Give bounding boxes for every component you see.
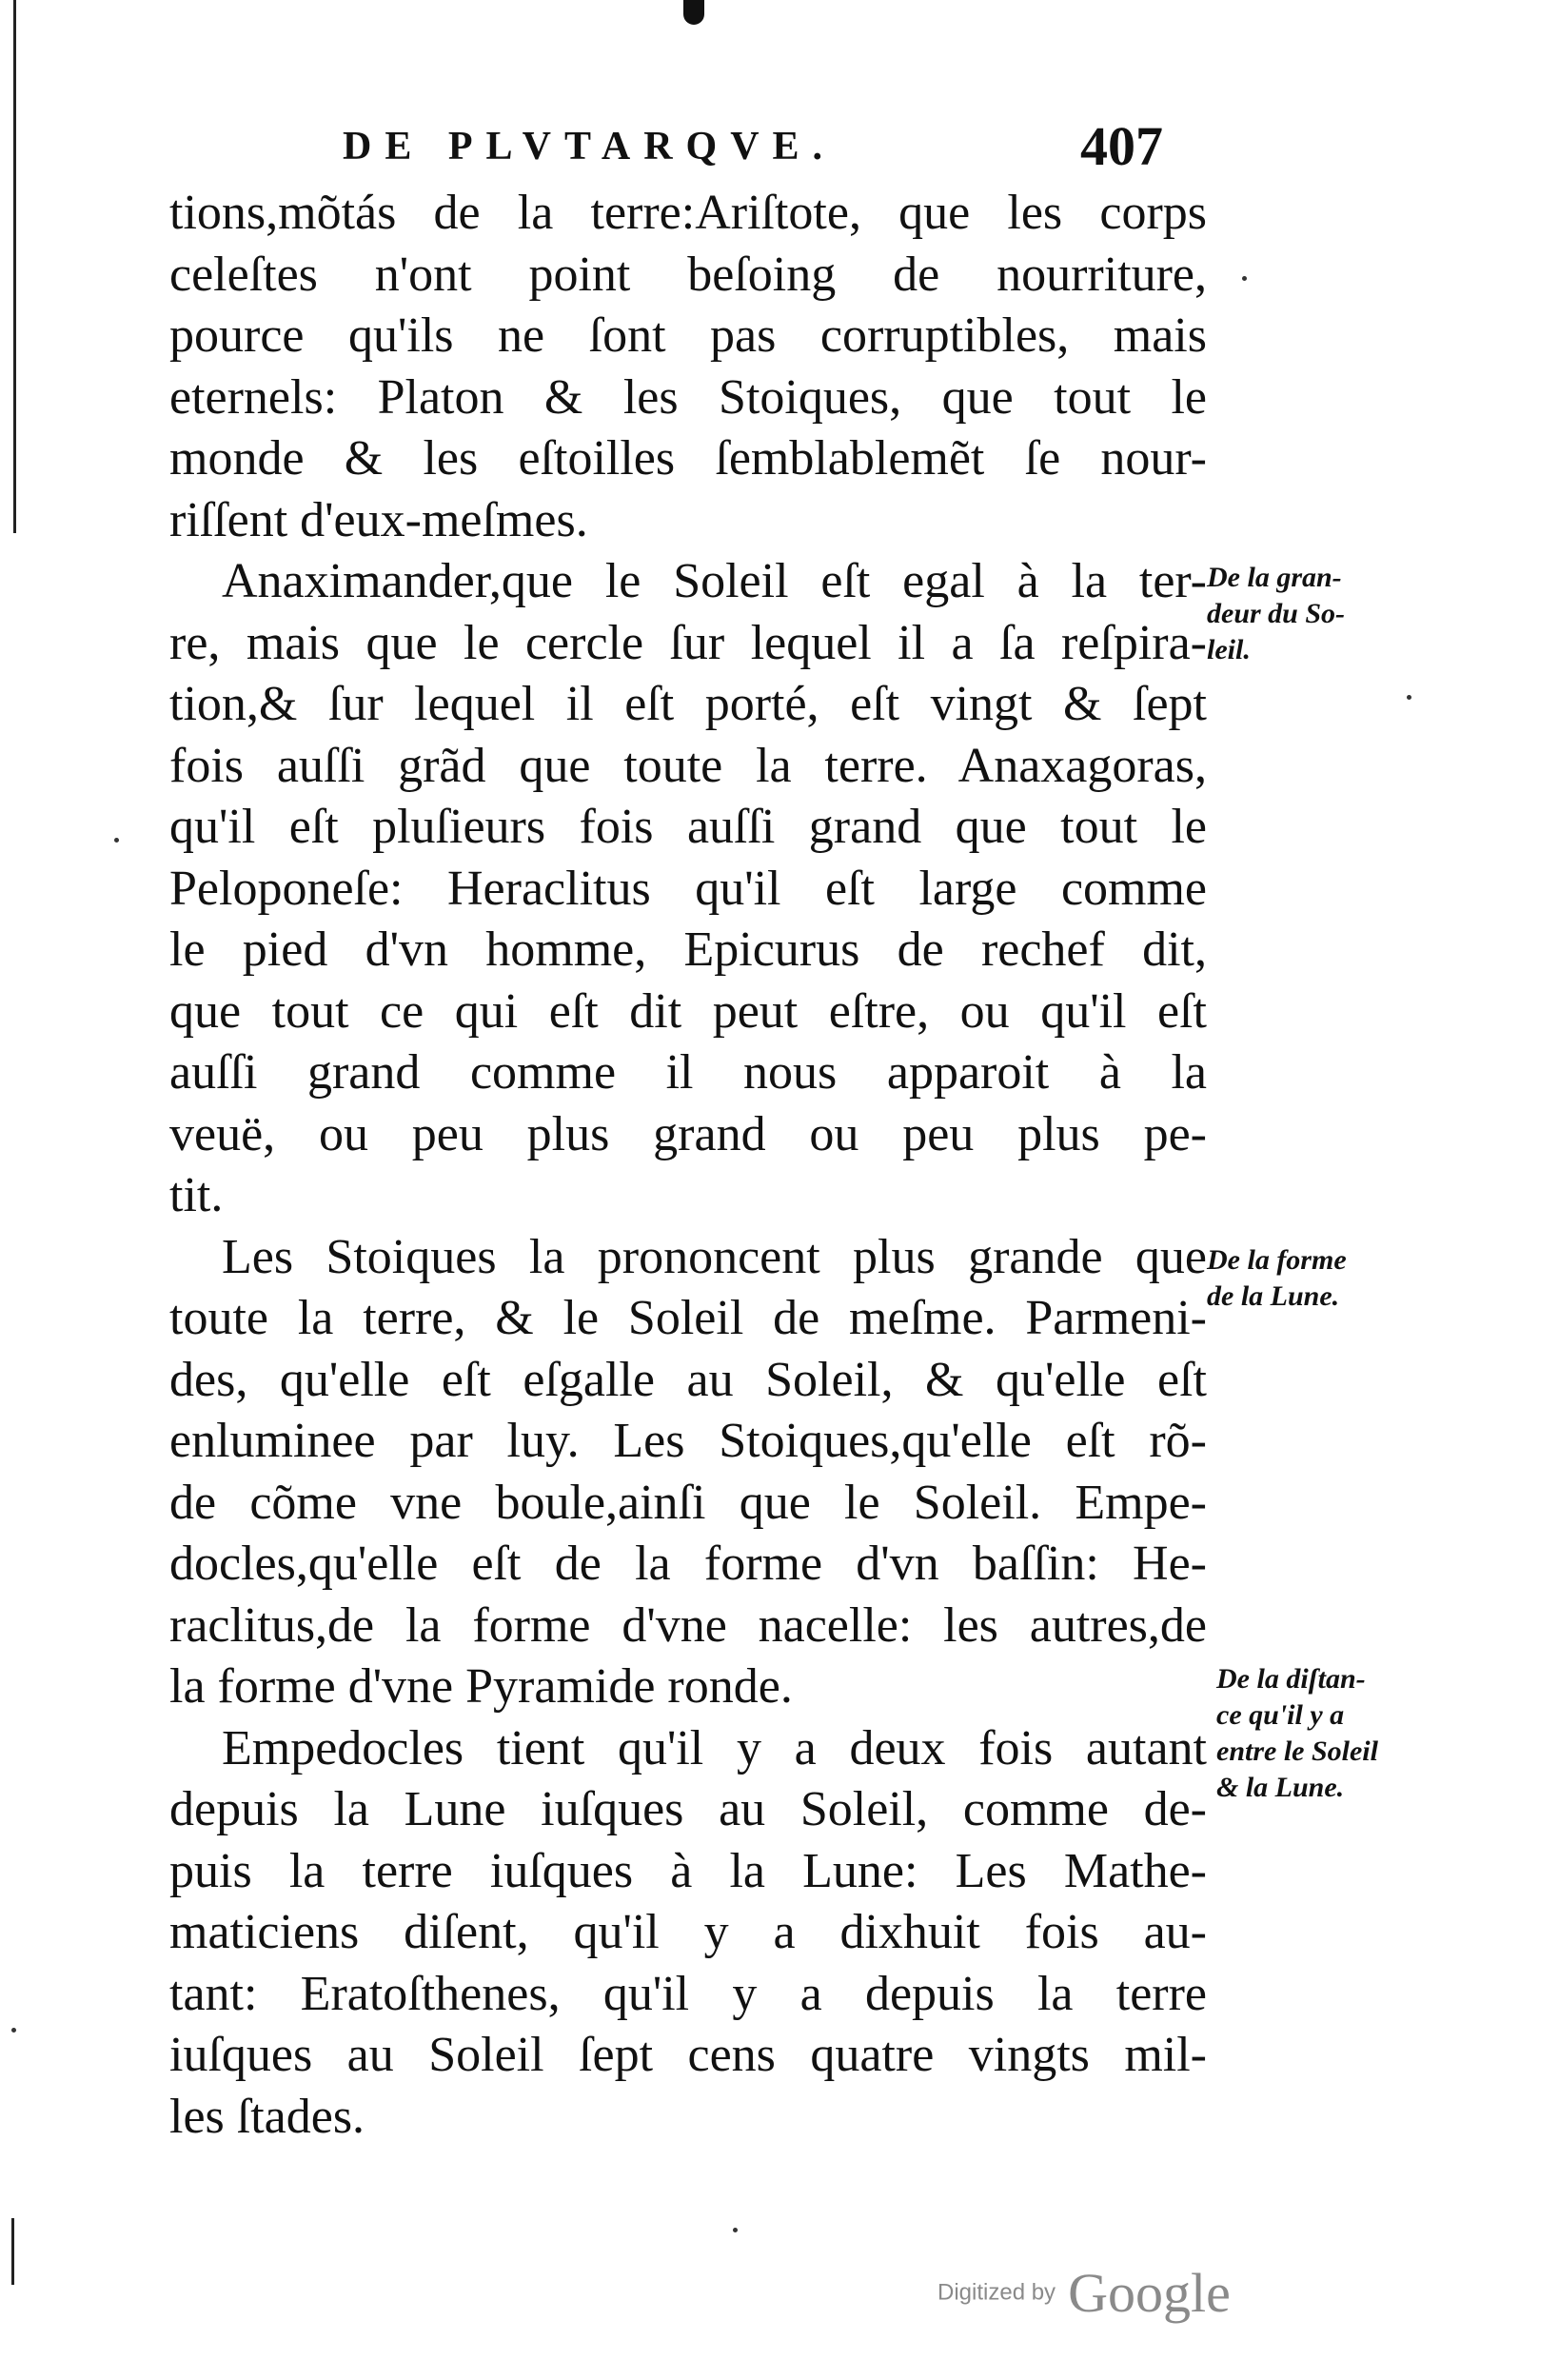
digitized-watermark: [937, 2261, 1231, 2325]
paragraph: [169, 1227, 1207, 1718]
text-line: tions,mõtás de la terre:Ariſtote, que les corps: [169, 186, 1207, 240]
ink-blot: [683, 0, 704, 25]
ink-speck: [114, 838, 119, 843]
text-line: Anaximander,que le Soleil eſt egal à la ter-: [222, 554, 1207, 608]
text-line: Peloponeſe: Heraclitus qu'il eſt large comme: [169, 861, 1207, 916]
margin-note-line: De la forme: [1207, 1244, 1347, 1276]
margin-note-line: De la diſtan-: [1216, 1663, 1366, 1695]
text-line: veuë, ou peu plus grand ou peu plus pe-: [169, 1106, 1207, 1161]
text-line: re, mais que le cercle ſur lequel il a ſa reſpira-: [169, 615, 1207, 670]
ink-speck: [1407, 695, 1411, 700]
text-line: monde & les eſtoilles ſemblablemẽt ſe nour-: [169, 431, 1207, 486]
text-line: puis la terre iuſques à la Lune: Les Mathe-: [169, 1843, 1207, 1898]
paragraph: [169, 551, 1207, 1227]
body-text: [169, 183, 1207, 2148]
text-line: tit.: [169, 1168, 224, 1222]
text-line: tion,& ſur lequel il eſt porté, eſt vingt & ſept: [169, 677, 1207, 731]
text-line: de cõme vne boule,ainſi que le Soleil. Empe-: [169, 1475, 1207, 1530]
text-line: auſſi grand comme il nous apparoit à la: [169, 1045, 1207, 1100]
page-edge-rule: [13, 0, 16, 533]
text-line: docles,qu'elle eſt de la forme d'vn baſſin: He-: [169, 1537, 1207, 1591]
margin-note-line: deur du So-: [1207, 598, 1346, 629]
text-line: iuſques au Soleil ſept cens quatre vingts mil-: [169, 2028, 1207, 2082]
margin-note-line: De la gran-: [1207, 562, 1342, 593]
text-line: tant: Eratoſthenes, qu'il y a depuis la terre: [169, 1966, 1207, 2021]
ink-speck: [1242, 276, 1247, 281]
margin-note-line: entre le Soleil: [1216, 1735, 1378, 1767]
watermark-prefix: Digitized by: [937, 2279, 1056, 2306]
text-line: depuis la Lune iuſques au Soleil, comme de-: [169, 1782, 1207, 1836]
text-line: riſſent d'eux-meſmes.: [169, 492, 588, 547]
text-line: qu'il eſt pluſieurs fois auſſi grand que tout le: [169, 800, 1207, 854]
paragraph: [169, 183, 1207, 551]
ink-speck: [733, 2228, 738, 2232]
page-number: 407: [1080, 115, 1163, 177]
text-line: eternels: Platon & les Stoiques, que tout le: [169, 369, 1207, 425]
text-line: toute la terre, & le Soleil de meſme. Parmeni-: [169, 1291, 1207, 1345]
text-line: le pied d'vn homme, Epicurus de rechef dit,: [169, 922, 1207, 977]
text-line: raclitus,de la forme d'vne nacelle: les autres,de: [169, 1597, 1207, 1653]
margin-note-line: de la Lune.: [1207, 1280, 1340, 1312]
margin-note-line: & la Lune.: [1216, 1772, 1345, 1803]
text-line: maticiens diſent, qu'il y a dixhuit fois au-: [169, 1905, 1207, 1959]
watermark-brand: Google: [1068, 2262, 1231, 2324]
margin-note-distance: [1216, 1661, 1464, 1806]
text-line: des, qu'elle eſt eſgalle au Soleil, & qu'elle eſt: [169, 1352, 1207, 1407]
margin-note-line: leil.: [1207, 634, 1251, 665]
running-title: DE PLVTARQVE.: [343, 125, 837, 169]
text-line: Empedocles tient qu'il y a deux fois autant: [222, 1720, 1207, 1775]
margin-note-moon-shape: [1207, 1242, 1454, 1315]
margin-note-line: ce qu'il y a: [1216, 1699, 1345, 1731]
text-line: que tout ce qui eſt dit peut eſtre, ou qu'il eſt: [169, 983, 1207, 1039]
paragraph: [169, 1718, 1207, 2149]
page-edge-rule-lower: [11, 2218, 14, 2285]
text-line: fois auſſi grãd que toute la terre. Anaxagoras,: [169, 738, 1207, 793]
margin-note-sun-size: [1207, 560, 1454, 668]
text-line: Les Stoiques la prononcent plus grande que: [222, 1229, 1207, 1284]
ink-speck: [11, 2028, 16, 2033]
page-header: [343, 114, 1199, 181]
text-line: enluminee par luy. Les Stoiques,qu'elle eſt rõ-: [169, 1414, 1207, 1468]
text-line: pource qu'ils ne ſont pas corruptibles, mais: [169, 308, 1207, 363]
text-line: celeſtes n'ont point beſoing de nourriture,: [169, 247, 1207, 302]
text-line: les ſtades.: [169, 2089, 365, 2144]
text-line: la forme d'vne Pyramide ronde.: [169, 1659, 793, 1714]
